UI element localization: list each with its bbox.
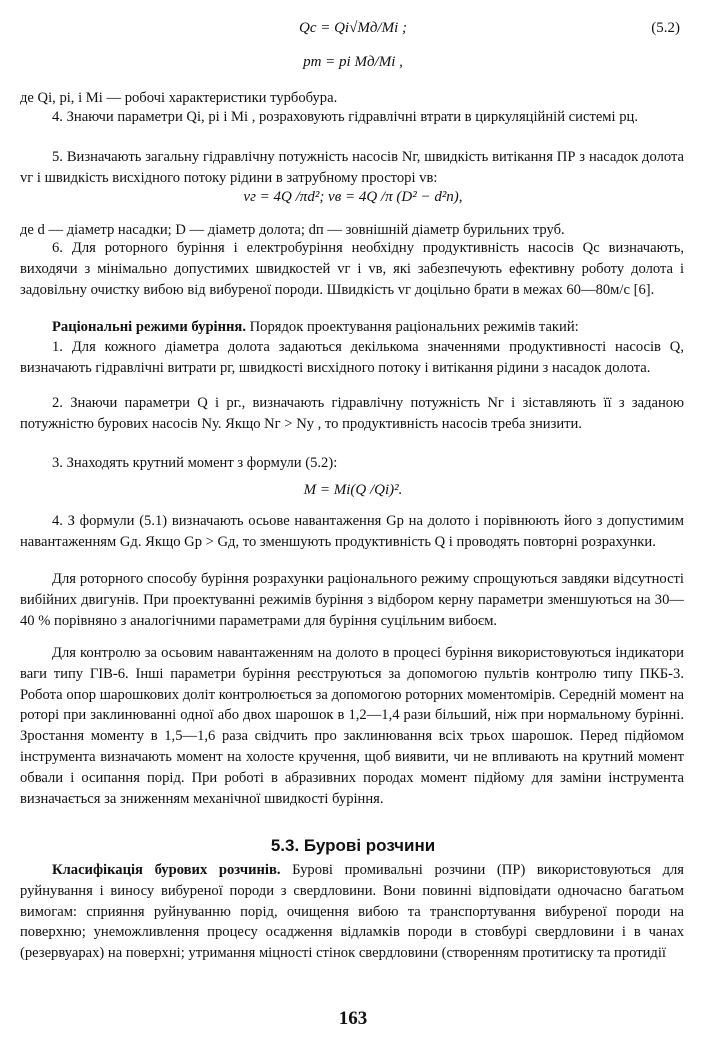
run-in-heading: Раціональні режими буріння. [52,319,246,335]
paragraph: 5. Визначають загальну гідравлічну потужність насосів Nг, швидкість витікання ПР з насадок долота vг і швидкість висхідного потоку рідини в затрубному просторі vв: [20,149,684,186]
paragraph-text: Бурові промивальні розчини (ПР) використовуються для руйнування і виносу вибуреної породи з свердловини. Вони повинні відповідати одночасно багатьом вимогам: сприяння руйнуванню порід, очищення вибою та транспортування вибуреної породи на поверхню; унеможливлення процесу осадження відламків породи в стовбурі свердловини і в чанах (резервуарах) на поверхні; утримання міцності стінок свердловини (створенням протитиску та протидії [20,862,684,962]
page-number: 163 [338,1008,368,1029]
paragraph: де d — діаметр насадки; D — діаметр долота; dп — зовнішній діаметр бурильних труб. [20,222,565,238]
section-heading: 5.3. Бурові розчини [270,836,436,855]
equation-moment: M = Mі(Q /Qі)². [303,482,403,498]
paragraph: 4. Знаючи параметри Qі, pі і Mі , розраховують гідравлічні втрати в циркуляційній системі pц. [52,109,638,125]
run-in-heading: Класифікація бурових розчинів. [52,862,281,878]
paragraph: Для контролю за осьовим навантаженням на долото в процесі буріння використовуються індикатори ваги типу ГІВ-6. Інші параметри буріння реєструються за допомогою пультів контролю типу ПКБ-3. Робота опор шарошкових доліт контролюється за допомогою роторних моментомірів. Середній момент на роторі при заклинюванні одної або двох шарошок в 1,2—1,4 рази більший, ніж при нормальному бурінні. Зростання моменту в 1,5—1,6 раза свідчить про заклинювання всіх трьох шарошок. Перед підйомом інструмента визначають момент на холосте кручення, щоб виявити, чи не впливають на крутний момент обвали і осипання порід. При роботі в абразивних породах момент підйому для заміни інструмента визначається за зниженням механічної швидкості буріння. [20,645,684,807]
paragraph: 2. Знаючи параметри Q і pг., визначають гідравлічну потужність Nг і зіставляють її з заданою потужністю бурових насосів Nу. Якщо Nг > Nу , то продуктивність насосів треба знизити. [20,395,684,432]
equation-5-2-line2: pт = pі Mд/Mі , [303,54,403,70]
equation-number: (5.2) [651,20,680,36]
equation-5-2-line1: Qс = Qі√Mд/Mі ; [298,20,407,36]
paragraph-text: Порядок проектування раціональних режимів такий: [245,319,579,335]
paragraph-heading-inline [20,317,684,338]
paragraph-heading-inline [20,860,684,964]
equation-velocity: vг = 4Q /πd²; vв = 4Q /π (D² − d²п), [243,189,463,205]
paragraph: 3. Знаходять крутний момент з формули (5.2): [52,455,338,471]
paragraph: 4. З формули (5.1) визначають осьове навантаження Gр на долото і порівнюють його з допустимим навантаженням Gд. Якщо Gр > Gд, то зменшують продуктивність Q і проводять повторні розрахунки. [20,513,684,550]
paragraph: де Qі, pі, і Mі — робочі характеристики турбобура. [20,90,338,106]
paragraph: 6. Для роторного буріння і електробуріння необхідну продуктивність насосів Qс визначають, виходячи з мінімально допустимих швидкостей vг і vв, які забезпечують ефективну роботу долота і задовільну очистку вибою від вибуреної породи. Швидкість vг доцільно брати в межах 60—80м/с [6]. [20,240,684,298]
paragraph: 1. Для кожного діаметра долота задаються декількома значеннями продуктивності насосів Q, визначають гідравлічні витрати pг, швидкості висхідного потоку і витікання рідини з насадок долота. [20,339,684,376]
paragraph: Для роторного способу буріння розрахунки раціонального режиму спрощуються завдяки відсутності вибійних двигунів. При проектуванні режимів буріння з відбором керну параметри зменшуються на 30—40 % порівняно з аналогічними параметрами для буріння суцільним вибоєм. [20,571,684,629]
